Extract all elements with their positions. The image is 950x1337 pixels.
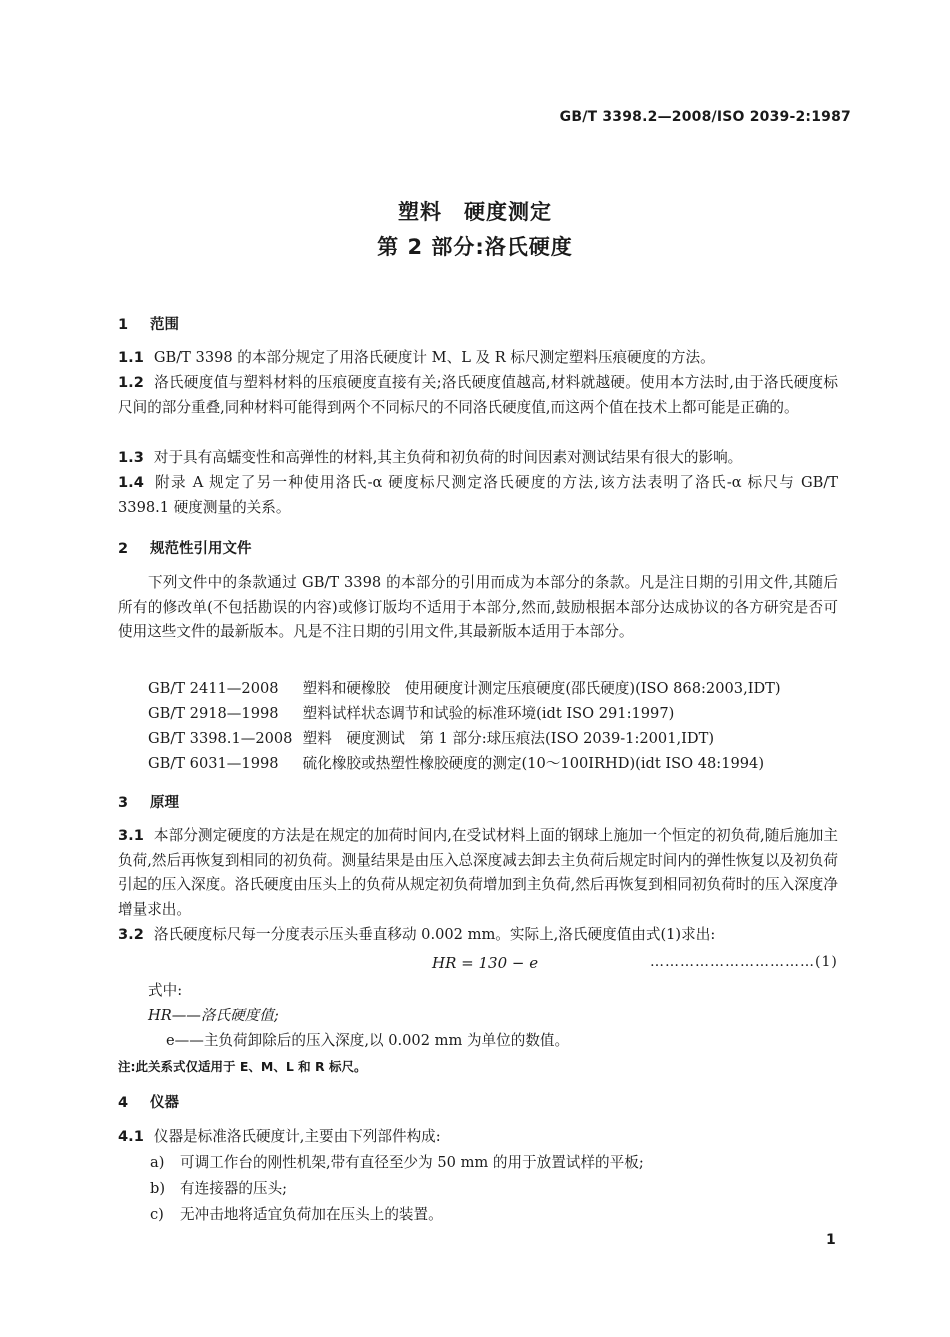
clause-1-4 bbox=[118, 471, 838, 520]
reference-code: GB/T 6031—1998 bbox=[148, 755, 279, 772]
title-line-2: 第 2 部分:洛氏硬度 bbox=[377, 235, 573, 259]
where-label: 式中: bbox=[148, 982, 183, 999]
clause-number: 1.4 bbox=[118, 474, 144, 491]
definition-e: e——主负荷卸除后的压入深度,以 0.002 mm 为单位的数值。 bbox=[166, 1032, 570, 1049]
page-number: 1 bbox=[826, 1232, 836, 1248]
reference-title: 塑料 硬度测试 第 1 部分:球压痕法(ISO 2039-1:2001,IDT) bbox=[302, 730, 715, 747]
title-line-1: 塑料 硬度测定 bbox=[398, 200, 552, 224]
clause-number: 1.3 bbox=[118, 449, 144, 466]
reference-item bbox=[148, 677, 781, 698]
reference-code: GB/T 2411—2008 bbox=[148, 680, 279, 697]
clause-text: 仪器是标准洛氏硬度计,主要由下列部件构成: bbox=[153, 1128, 441, 1145]
section-3-heading bbox=[118, 791, 179, 812]
standard-code: GB/T 3398.2—2008/ISO 2039-2:1987 bbox=[559, 109, 851, 125]
list-marker: a) bbox=[150, 1154, 165, 1171]
section-title: 范围 bbox=[150, 317, 179, 333]
clause-text: 洛氏硬度值与塑料材料的压痕硬度直接有关;洛氏硬度值越高,材料就越硬。使用本方法时,由于洛氏硬度标尺间的部分重叠,同种材料可能得到两个不同标尺的不同洛氏硬度值,而这两个值在技术上都可能是正确的。 bbox=[118, 374, 838, 416]
section-title: 仪器 bbox=[150, 1095, 179, 1111]
clause-3-1 bbox=[118, 824, 838, 922]
formula-1: HR = 130 − e bbox=[432, 954, 539, 972]
formula-label: ……………………………(1) bbox=[650, 954, 838, 970]
clause-text: GB/T 3398 的本部分规定了用洛氏硬度计 M、L 及 R 标尺测定塑料压痕硬度的方法。 bbox=[153, 349, 715, 366]
clause-1-3 bbox=[118, 446, 838, 471]
section-2-heading bbox=[118, 537, 252, 558]
section-1-heading bbox=[118, 313, 179, 334]
reference-item bbox=[148, 752, 764, 773]
normative-references-intro: 下列文件中的条款通过 GB/T 3398 的本部分的引用而成为本部分的条款。凡是注日期的引用文件,其随后所有的修改单(不包括勘误的内容)或修订版均不适用于本部分,然而,鼓励根据本部分达成协议的各方研究是否可使用这些文件的最新版本。凡是不注日期的引用文件,其最新版本适用于本部分。 bbox=[118, 574, 838, 640]
list-item-b bbox=[150, 1177, 287, 1198]
list-text: 有连接器的压头; bbox=[180, 1180, 288, 1197]
section-title: 规范性引用文件 bbox=[150, 541, 252, 557]
clause-1-2 bbox=[118, 371, 838, 420]
clause-number: 1.2 bbox=[118, 374, 144, 391]
section-number: 2 bbox=[118, 541, 129, 557]
clause-number: 3.2 bbox=[118, 926, 144, 943]
reference-title: 塑料和硬橡胶 使用硬度计测定压痕硬度(邵氏硬度)(ISO 868:2003,IDT) bbox=[302, 680, 781, 697]
clause-4-1 bbox=[118, 1125, 838, 1150]
section-4-heading bbox=[118, 1091, 179, 1112]
list-marker: c) bbox=[150, 1206, 164, 1223]
list-text: 可调工作台的刚性机架,带有直径至少为 50 mm 的用于放置试样的平板; bbox=[180, 1154, 644, 1171]
clause-text: 对于具有高蠕变性和高弹性的材料,其主负荷和初负荷的时间因素对测试结果有很大的影响。 bbox=[153, 449, 743, 466]
list-item-c bbox=[150, 1203, 443, 1224]
clause-text: 洛氏硬度标尺每一分度表示压头垂直移动 0.002 mm。实际上,洛氏硬度值由式(1)求出: bbox=[153, 926, 716, 943]
list-marker: b) bbox=[150, 1180, 166, 1197]
section-number: 1 bbox=[118, 317, 129, 333]
clause-text: 附录 A 规定了另一种使用洛氏-α 硬度标尺测定洛氏硬度的方法,该方法表明了洛氏-α 标尺与 GB/T 3398.1 硬度测量的关系。 bbox=[118, 474, 838, 516]
reference-title: 塑料试样状态调节和试验的标准环境(idt ISO 291:1997) bbox=[302, 705, 675, 722]
clause-text: 本部分测定硬度的方法是在规定的加荷时间内,在受试材料上面的钢球上施加一个恒定的初负荷,随后施加主负荷,然后再恢复到相同的初负荷。测量结果是由压入总深度减去卸去主负荷后规定时间内的弹性恢复以及初负荷引起的压入深度。洛氏硬度由压头上的负荷从规定初负荷增加到主负荷,然后再恢复到相同初负荷时的压入深度净增量求出。 bbox=[118, 827, 838, 918]
clause-number: 1.1 bbox=[118, 349, 144, 366]
section-number: 3 bbox=[118, 795, 129, 811]
list-text: 无冲击地将适宜负荷加在压头上的装置。 bbox=[180, 1206, 443, 1223]
clause-1-1 bbox=[118, 346, 838, 371]
reference-item bbox=[148, 727, 714, 748]
clause-number: 4.1 bbox=[118, 1128, 144, 1145]
note: 注:此关系式仅适用于 E、M、L 和 R 标尺。 bbox=[118, 1059, 367, 1074]
reference-code: GB/T 2918—1998 bbox=[148, 705, 279, 722]
definition-hr: HR——洛氏硬度值; bbox=[148, 1007, 279, 1024]
reference-item bbox=[148, 702, 674, 723]
section-title: 原理 bbox=[150, 795, 179, 811]
reference-title: 硫化橡胶或热塑性橡胶硬度的测定(10～100IRHD)(idt ISO 48:1994) bbox=[302, 755, 765, 772]
clause-3-2 bbox=[118, 923, 838, 948]
section-number: 4 bbox=[118, 1095, 129, 1111]
reference-code: GB/T 3398.1—2008 bbox=[148, 730, 293, 747]
clause-number: 3.1 bbox=[118, 827, 144, 844]
list-item-a bbox=[150, 1151, 644, 1172]
